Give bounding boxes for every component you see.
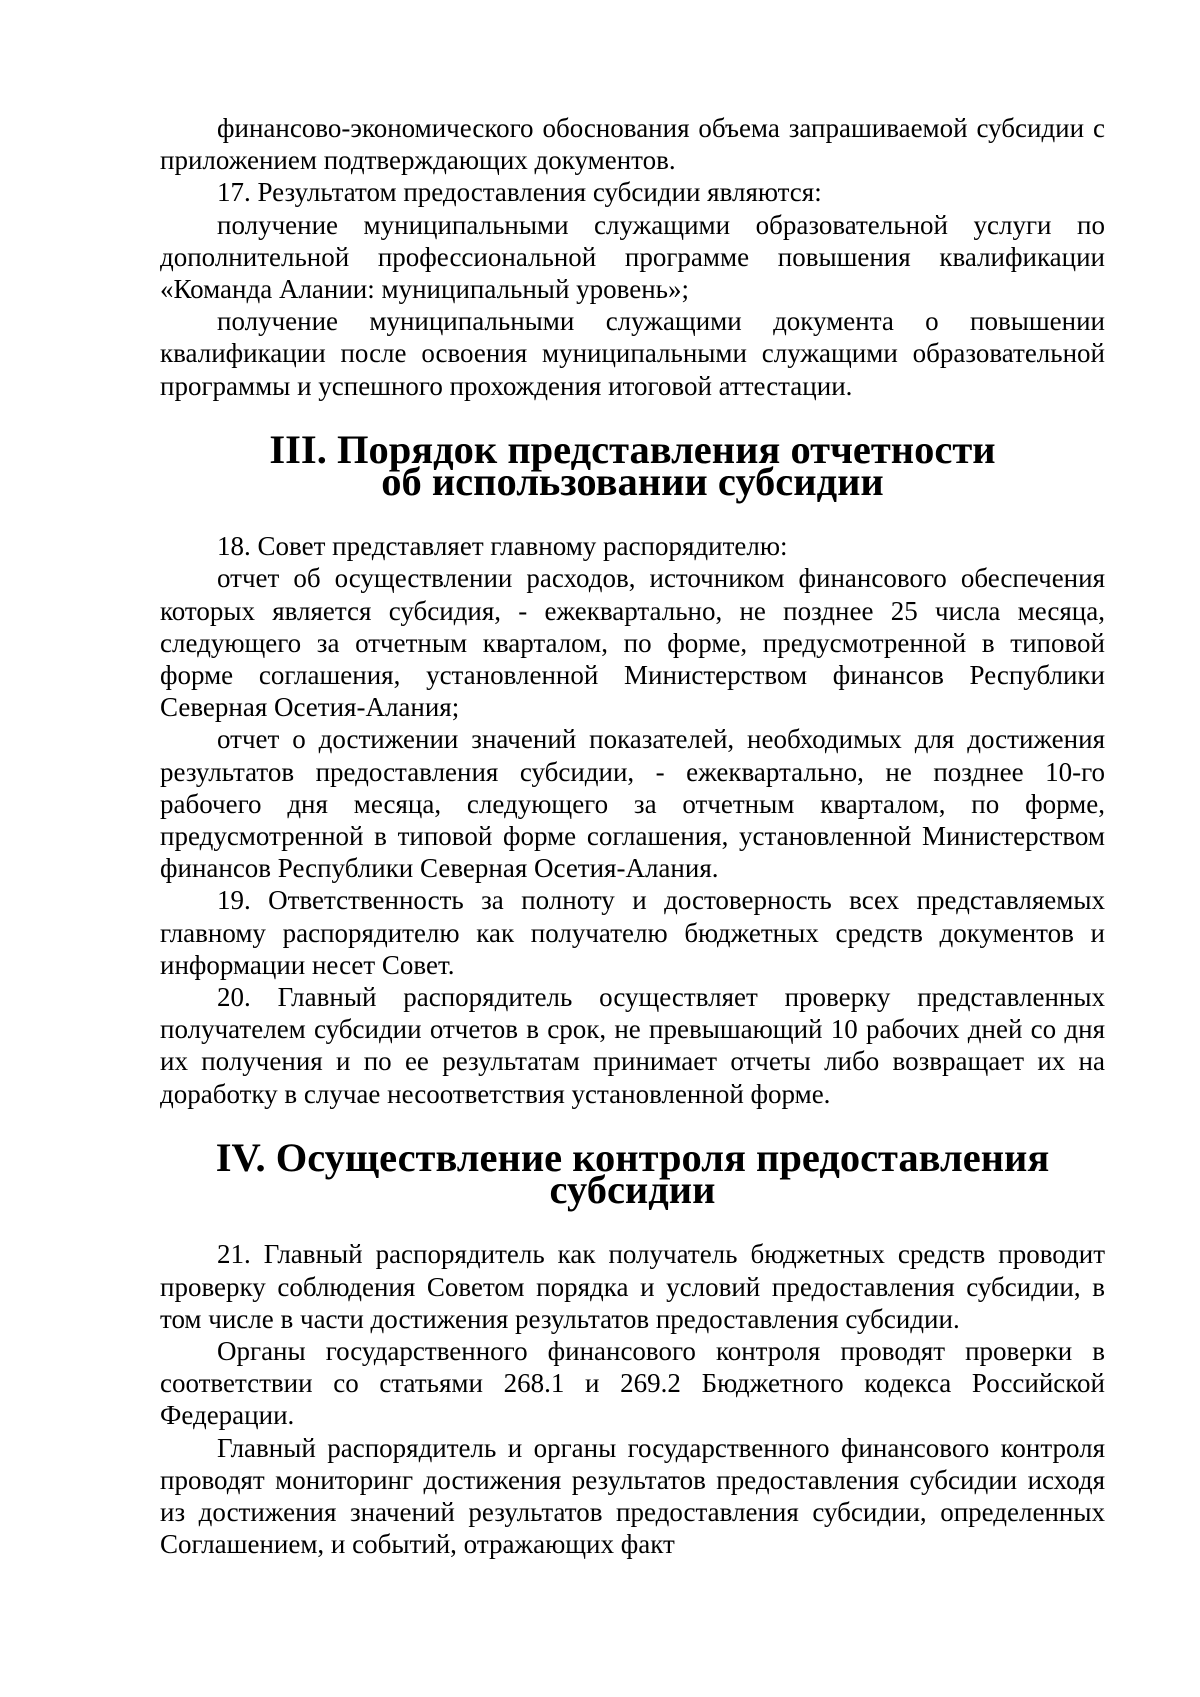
paragraph-21: 21. Главный распорядитель как получатель бюджетных средств проводит проверку соблюдения Советом порядка и условий предоставления субсидии, в том числе в части достижения результатов предоставления субсидии.	[160, 1239, 1105, 1334]
paragraph-intro-continuation: финансово-экономического обоснования объема запрашиваемой субсидии с приложением подтверждающих документов.	[160, 113, 1105, 176]
paragraph-18-item-1: отчет об осуществлении расходов, источником финансового обеспечения которых является субсидия, - ежеквартально, не позднее 25 числа месяца, следующего за отчетным кварталом, по форме, предусмотренной в типовой форме соглашения, установленной Министерством финансов Республики Северная Осетия-Алания;	[160, 563, 1105, 723]
section-3-heading	[160, 426, 1105, 505]
section-3-heading-line-2: об использовании субсидии	[381, 459, 884, 505]
paragraph-17-item-2: получение муниципальными служащими документа о повышении квалификации после освоения муниципальными служащими образовательной программы и успешного прохождения итоговой аттестации.	[160, 306, 1105, 401]
paragraph-19: 19. Ответственность за полноту и достоверность всех представляемых главному распорядителю как получателю бюджетных средств документов и информации несет Совет.	[160, 885, 1105, 980]
paragraph-17-item-1: получение муниципальными служащими образовательной услуги по дополнительной профессиональной программе повышения квалификации «Команда Алании: муниципальный уровень»;	[160, 209, 1105, 305]
paragraph-18: 18. Совет представляет главному распорядителю:	[217, 531, 788, 562]
section-4-heading-line: IV. Осуществление контроля предоставления субсидии	[215, 1134, 1050, 1213]
section-3-heading-line-1: III. Порядок представления отчетности	[269, 426, 996, 472]
section-4-heading	[160, 1134, 1105, 1213]
paragraph-18-item-2: отчет о достижении значений показателей, необходимых для достижения результатов предоставления субсидии, - ежеквартально, не позднее 10-го рабочего дня месяца, следующего за отчетным кварталом, по форме, предусмотренной в типовой форме соглашения, установленной Министерством финансов Республики Северная Осетия-Алания.	[160, 724, 1105, 884]
paragraph-20: 20. Главный распорядитель осуществляет проверку представленных получателем субсидии отчетов в срок, не превышающий 10 рабочих дней со дня их получения и по ее результатам принимает отчеты либо возвращает их на доработку в случае несоответствия установленной форме.	[160, 982, 1105, 1109]
paragraph-21-item-1: Органы государственного финансового контроля проводят проверки в соответствии со статьями 268.1 и 269.2 Бюджетного кодекса Российской Федерации.	[160, 1335, 1105, 1431]
paragraph-17: 17. Результатом предоставления субсидии являются:	[217, 177, 822, 208]
document-page	[160, 112, 1105, 1560]
paragraph-21-item-2: Главный распорядитель и органы государственного финансового контроля проводят мониторинг достижения результатов предоставления субсидии исходя из достижения значений результатов предоставления субсидии, определенных Соглашением, и событий, отражающих факт	[160, 1432, 1105, 1560]
